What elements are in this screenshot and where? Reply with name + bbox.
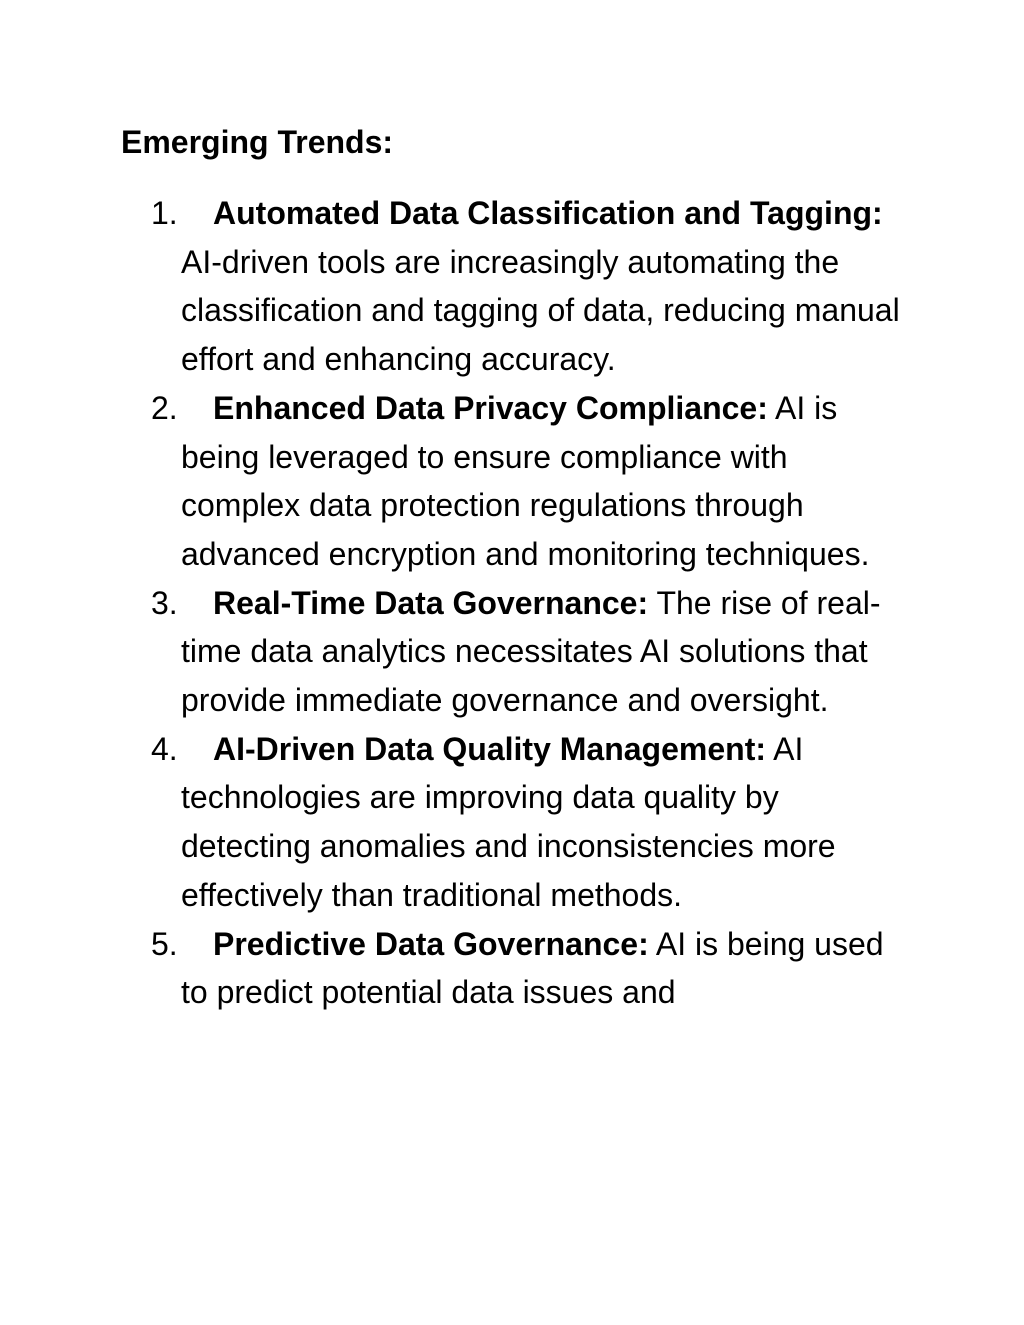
list-number: 4.: [151, 730, 178, 767]
trend-term: Automated Data Classification and Tagging:: [213, 195, 883, 231]
trend-description: AI technologies are improving data quality by detecting anomalies and inconsistencies more effectively than traditional methods.: [181, 730, 836, 913]
list-number: 2.: [151, 389, 178, 426]
trend-description: AI is being used to predict potential data issues and: [181, 925, 884, 1011]
trend-term: Real-Time Data Governance:: [213, 584, 649, 621]
list-item: [0, 579, 901, 725]
list-number: 1.: [151, 195, 178, 231]
trend-term: Predictive Data Governance:: [213, 925, 649, 962]
list-item: [0, 920, 901, 1017]
trend-term: AI-Driven Data Quality Management:: [213, 730, 766, 767]
trend-term: Enhanced Data Privacy Compliance:: [213, 389, 768, 426]
trend-description: The rise of real-time data analytics necessitates AI solutions that provide immediate governance and oversight.: [181, 584, 881, 719]
trend-list: [0, 189, 1024, 1017]
section-heading: Emerging Trends:: [121, 124, 394, 160]
trend-description: AI is being leveraged to ensure compliance with complex data protection regulations through advanced encryption and monitoring techniques.: [181, 389, 870, 572]
list-item: [0, 189, 901, 384]
trend-description: AI-driven tools are increasingly automating the classification and tagging of data, reducing manual effort and enhancing accuracy.: [181, 243, 900, 378]
list-item: [0, 384, 901, 579]
list-item: [0, 725, 901, 920]
list-number: 3.: [151, 584, 178, 621]
list-number: 5.: [151, 925, 178, 962]
